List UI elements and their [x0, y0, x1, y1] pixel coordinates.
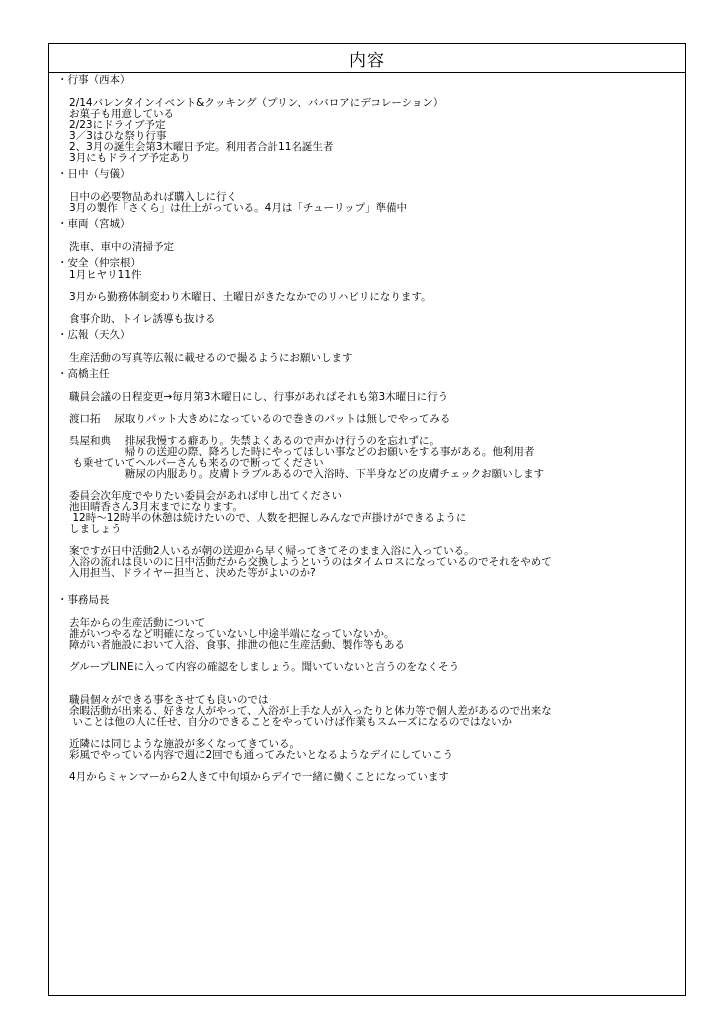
section — [57, 330, 685, 364]
section-line: 3月の製作「さくら」は仕上がっている。4月は「チューリップ」準備中 — [69, 202, 408, 214]
section-line: 4月からミャンマーから2人きて中旬頃からデイで一緒に働くことになっています — [69, 771, 449, 783]
section-line: 余暇活動が出来る、好きな人がやって、入浴が上手な人が入ったりと体力等で個人差があるので出来な — [69, 705, 552, 717]
section-heading: ・日中（与儀） — [57, 168, 131, 180]
section-line: 去年からの生産活動について — [69, 617, 206, 629]
section — [57, 258, 685, 325]
section — [57, 219, 685, 253]
section-line: 近隣には同じような施設が多くなってきている。 — [69, 738, 300, 750]
section-line: 職員個々ができる事をさせても良いのでは — [69, 694, 269, 706]
section-line: 食事介助、トイレ誘導も抜ける — [69, 313, 216, 325]
section-line: 障がい者施設において入浴、食事、排泄の他に生産活動、製作等もある — [69, 639, 405, 651]
section-line: お菓子も用意している — [69, 108, 174, 120]
section-heading: ・事務局長 — [57, 594, 110, 606]
section-heading: ・行事（西本） — [57, 74, 131, 86]
section-line: 糖尿の内服あり。皮膚トラブルあるので入浴時、下半身などの皮膚チェックお願いします — [69, 468, 545, 480]
section-line: 委員会次年度でやりたい委員会があれば申し出てください — [69, 490, 342, 502]
section-line: 入浴の流れは良いのに日中活動だから交換しようというのはタイムロスになっているのでそれをやめて — [69, 556, 552, 568]
title-row — [49, 44, 685, 73]
section-line: 渡口拓 尿取りパット大きめになっているので巻きのパットは無しでやってみる — [69, 413, 451, 425]
section-line: 生産活動の写真等広報に載せるので撮るようにお願いします — [69, 352, 353, 364]
section-heading: ・安全（仲宗根） — [57, 257, 141, 269]
section-line: 誰がいつやるなど明確になっていないし中途半端になっていないか。 — [69, 628, 395, 640]
section-line: 日中の必要物品あれば購入しに行く — [69, 191, 237, 203]
document-title: 内容 — [349, 50, 385, 71]
section-line: 2、3月の誕生会第3木曜日予定。利用者合計11名誕生者 — [69, 141, 334, 153]
section-line: 入用担当、ドライヤー担当と、決めた等がよいのか? — [69, 567, 316, 579]
section-line: 2/23にドライブ予定 — [69, 119, 166, 131]
section — [57, 75, 685, 164]
document-body — [49, 73, 685, 783]
section-line: 2/14バレンタインイベント&クッキング（プリン、ババロアにデコレーション） — [69, 97, 444, 109]
section — [57, 595, 685, 783]
section-heading: ・車両（宮城） — [57, 218, 131, 230]
section-line: 彩風でやっている内容で週に2回でも通ってみたいとなるようなデイにしていこう — [69, 749, 453, 761]
document-frame — [48, 43, 686, 996]
section-line: 3月にもドライブ予定あり — [69, 152, 191, 164]
blank-line — [57, 673, 685, 684]
section-line: 池田晴香さん3月末までになります。 — [69, 501, 243, 513]
section-heading: ・高橋主任 — [57, 368, 110, 380]
section-heading: ・広報（天久） — [57, 329, 131, 341]
blank-line — [57, 579, 685, 590]
section-line: 洗車、車中の清掃予定 — [69, 241, 174, 253]
section-line: 職員会議の日程変更→毎月第3木曜日にし、行事があればそれも第3木曜日に行う — [69, 391, 449, 403]
section-line: 案ですが日中活動2人いるが朝の送迎から早く帰ってきてそのまま入浴に入っている。 — [69, 545, 475, 557]
section-line: しましょう — [69, 523, 122, 535]
section-line: 3月から勤務体制変わり木曜日、土曜日がきたなかでのリハビリになります。 — [69, 291, 432, 303]
section-line: 12時～12時半の休憩は続けたいので、人数を把握しみんなで声掛けができるように — [69, 512, 467, 524]
section-line: いことは他の人に任せ、自分のできることをやっていけば作業もスムーズになるのではないか — [69, 716, 512, 728]
section-line: 呉屋和典 排尿我慢する癖あり。失禁よくあるので声かけ行うのを忘れずに。 — [69, 435, 440, 447]
section-line: 1月ヒヤリ11件 — [69, 269, 142, 281]
section-line: 帰りの送迎の際、降ろした時にやってほしい事などのお願いをする事がある。他利用者 — [69, 446, 535, 458]
section — [57, 169, 685, 214]
section — [57, 369, 685, 590]
section-line: 3／3はひな祭り行事 — [69, 130, 167, 142]
section-line: グループLINEに入って内容の確認をしましょう。聞いていないと言うのをなくそう — [69, 661, 460, 673]
section-line: も乗せていてヘルパーさんも来るので断ってください — [69, 457, 324, 469]
